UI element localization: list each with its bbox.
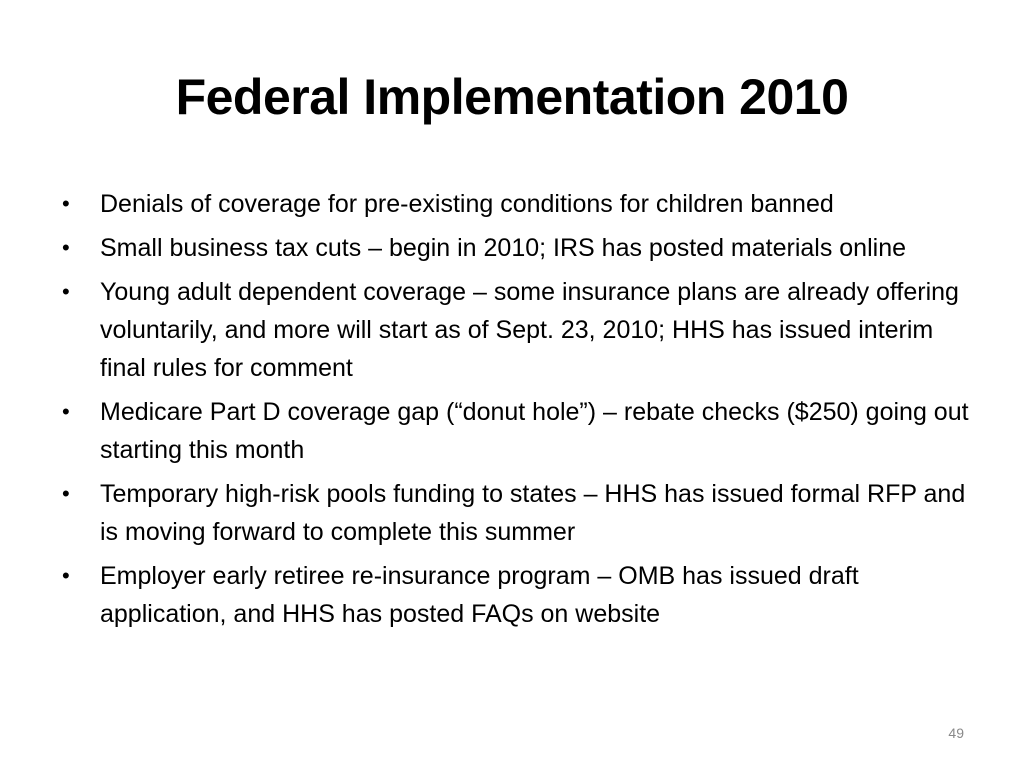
bullet-icon: • [62, 481, 70, 506]
bullet-icon: • [62, 563, 70, 588]
bullet-text: Temporary high-risk pools funding to states – HHS has issued formal RFP and is moving forward to complete this summer [100, 480, 966, 546]
bullet-item-1 [62, 185, 977, 223]
bullet-item-5 [62, 475, 977, 551]
bullet-item-4 [62, 393, 977, 469]
bullet-icon: • [62, 235, 70, 260]
bullet-list [62, 185, 977, 639]
bullet-text: Medicare Part D coverage gap (“donut hole”) – rebate checks ($250) going out starting this month [100, 398, 969, 464]
bullet-text: Denials of coverage for pre-existing conditions for children banned [100, 190, 834, 218]
slide-number: 49 [948, 725, 964, 741]
bullet-icon: • [62, 279, 70, 304]
slide-title: Federal Implementation 2010 [175, 69, 849, 125]
bullet-text: Employer early retiree re-insurance program – OMB has issued draft application, and HHS has posted FAQs on website [100, 562, 859, 628]
bullet-item-6 [62, 557, 977, 633]
bullet-item-3 [62, 273, 977, 387]
bullet-item-2 [62, 229, 977, 267]
bullet-icon: • [62, 399, 70, 424]
bullet-icon: • [62, 191, 70, 216]
bullet-text: Young adult dependent coverage – some insurance plans are already offering voluntarily, and more will start as of Sept. 23, 2010; HHS has issued interim final rules for comment [100, 278, 959, 382]
bullet-text: Small business tax cuts – begin in 2010; IRS has posted materials online [100, 234, 907, 262]
